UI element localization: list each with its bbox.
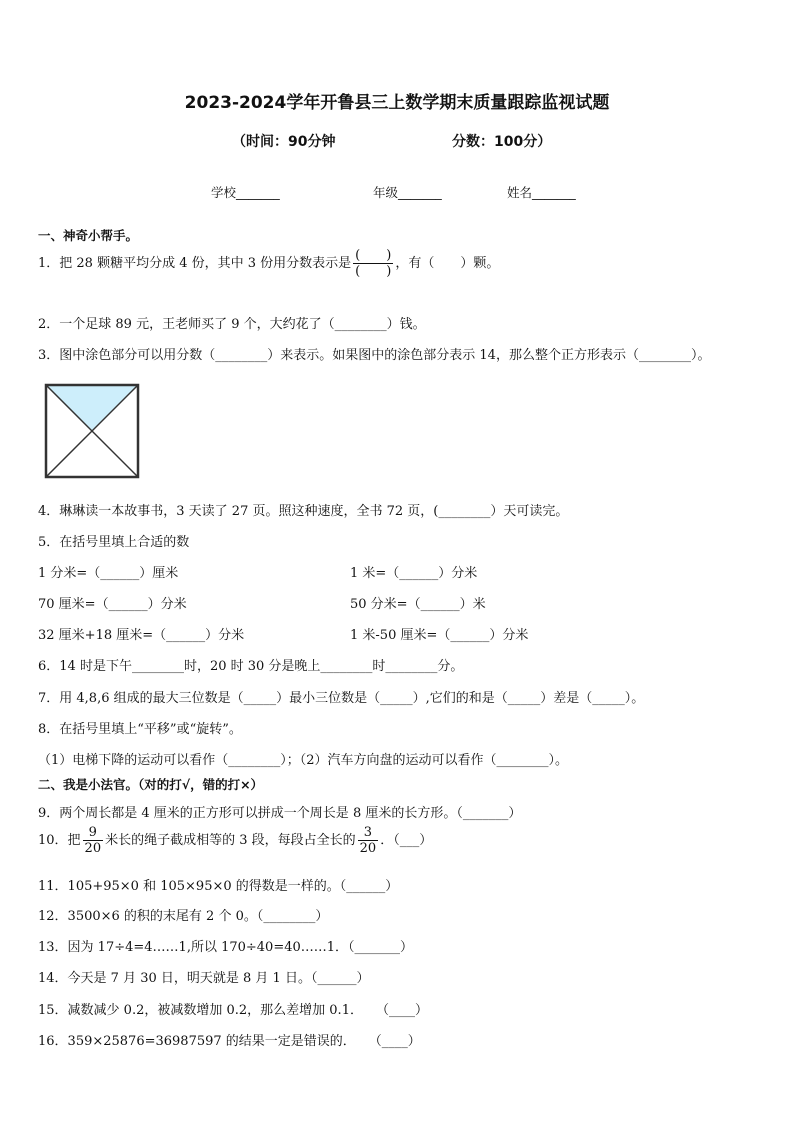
exam-score: 分数：100分） [452,134,552,150]
q10-fraction-2 [358,826,379,855]
question-6: 6．14 时是下午________时，20 时 30 分是晚上________时________分。 [38,659,464,674]
q1-frac-den: ( ) [355,264,392,279]
q10-f2-num: 3 [363,825,373,840]
q5-item-c: 70 厘米=（______）分米 [38,597,187,612]
question-2: 2．一个足球 89 元，王老师买了 9 个，大约花了（________）钱。 [38,317,426,332]
section-1-heading: 一、神奇小帮手。 [38,228,139,243]
question-13: 13．因为 17÷4=4……1,所以 170÷40=40……1．（_______） [38,940,414,955]
q10-text-mid: 米长的绳子截成相等的 3 段，每段占全长的 [105,833,356,848]
question-10 [38,826,432,855]
question-15: 15．减数减少 0.2，被减数增加 0.2，那么差增加 0.1． （____） [38,1003,428,1018]
question-11: 11．105+95×0 和 105×95×0 的得数是一样的。（______） [38,879,399,894]
question-16: 16．359×25876=36987597 的结果一定是错误的． （____） [38,1034,421,1049]
section-2-heading: 二、我是小法官。（对的打√，错的打×） [38,777,264,792]
q5-item-f: 1 米-50 厘米=（______）分米 [350,628,529,643]
question-8-subitems: （1）电梯下降的运动可以看作（________）；（2）汽车方向盘的运动可以看作（________）。 [38,753,569,768]
school-field: 学校_______ [211,185,280,200]
shaded-triangle [46,385,138,431]
exam-time: （时间：90分钟 [232,134,336,150]
question-14: 14．今天是 7 月 30 日，明天就是 8 月 1 日。（______） [38,971,370,986]
q5-item-e: 32 厘米+18 厘米=（______）分米 [38,628,245,643]
square-figure [44,383,140,479]
question-3: 3．图中涂色部分可以用分数（________）来表示。如果图中的涂色部分表示 14，那么整个正方形表示（________）。 [38,348,711,363]
q1-frac-num: ( ) [355,248,392,263]
page-title: 2023-2024学年开鲁县三上数学期末质量跟踪监视试题 [184,93,610,113]
question-5: 5．在括号里填上合适的数 [38,535,190,550]
q1-text-post: ，有（ ）颗。 [395,256,500,271]
question-1 [38,249,499,278]
q10-f2-den: 20 [359,841,377,856]
grade-field: 年级_______ [373,185,442,200]
q10-f1-den: 20 [84,841,102,856]
question-12: 12．3500×6 的积的末尾有 2 个 0。（________） [38,909,329,924]
q10-fraction-1 [83,826,104,855]
question-4: 4．琳琳读一本故事书，3 天读了 27 页。照这种速度，全书 72 页，(________）天可读完。 [38,504,569,519]
q10-f1-num: 9 [88,825,97,840]
q5-item-a: 1 分米=（______）厘米 [38,566,179,581]
question-7: 7．用 4,8,6 组成的最大三位数是（_____）最小三位数是（_____）,它们的和是（_____）差是（_____）。 [38,691,645,706]
q5-item-b: 1 米=（______）分米 [350,566,478,581]
name-field: 姓名_______ [507,185,576,200]
q1-fraction [353,249,393,278]
question-8: 8．在括号里填上“平移”或“旋转”。 [38,722,242,737]
q1-text-pre: 1．把 28 颗糖平均分成 4 份，其中 3 份用分数表示是 [38,256,352,271]
q10-text-post: ．（___） [380,833,433,848]
q5-item-d: 50 分米=（______）米 [350,597,486,612]
question-9: 9．两个周长都是 4 厘米的正方形可以拼成一个周长是 8 厘米的长方形。（_______） [38,806,522,821]
q10-text-pre: 10．把 [38,833,81,848]
